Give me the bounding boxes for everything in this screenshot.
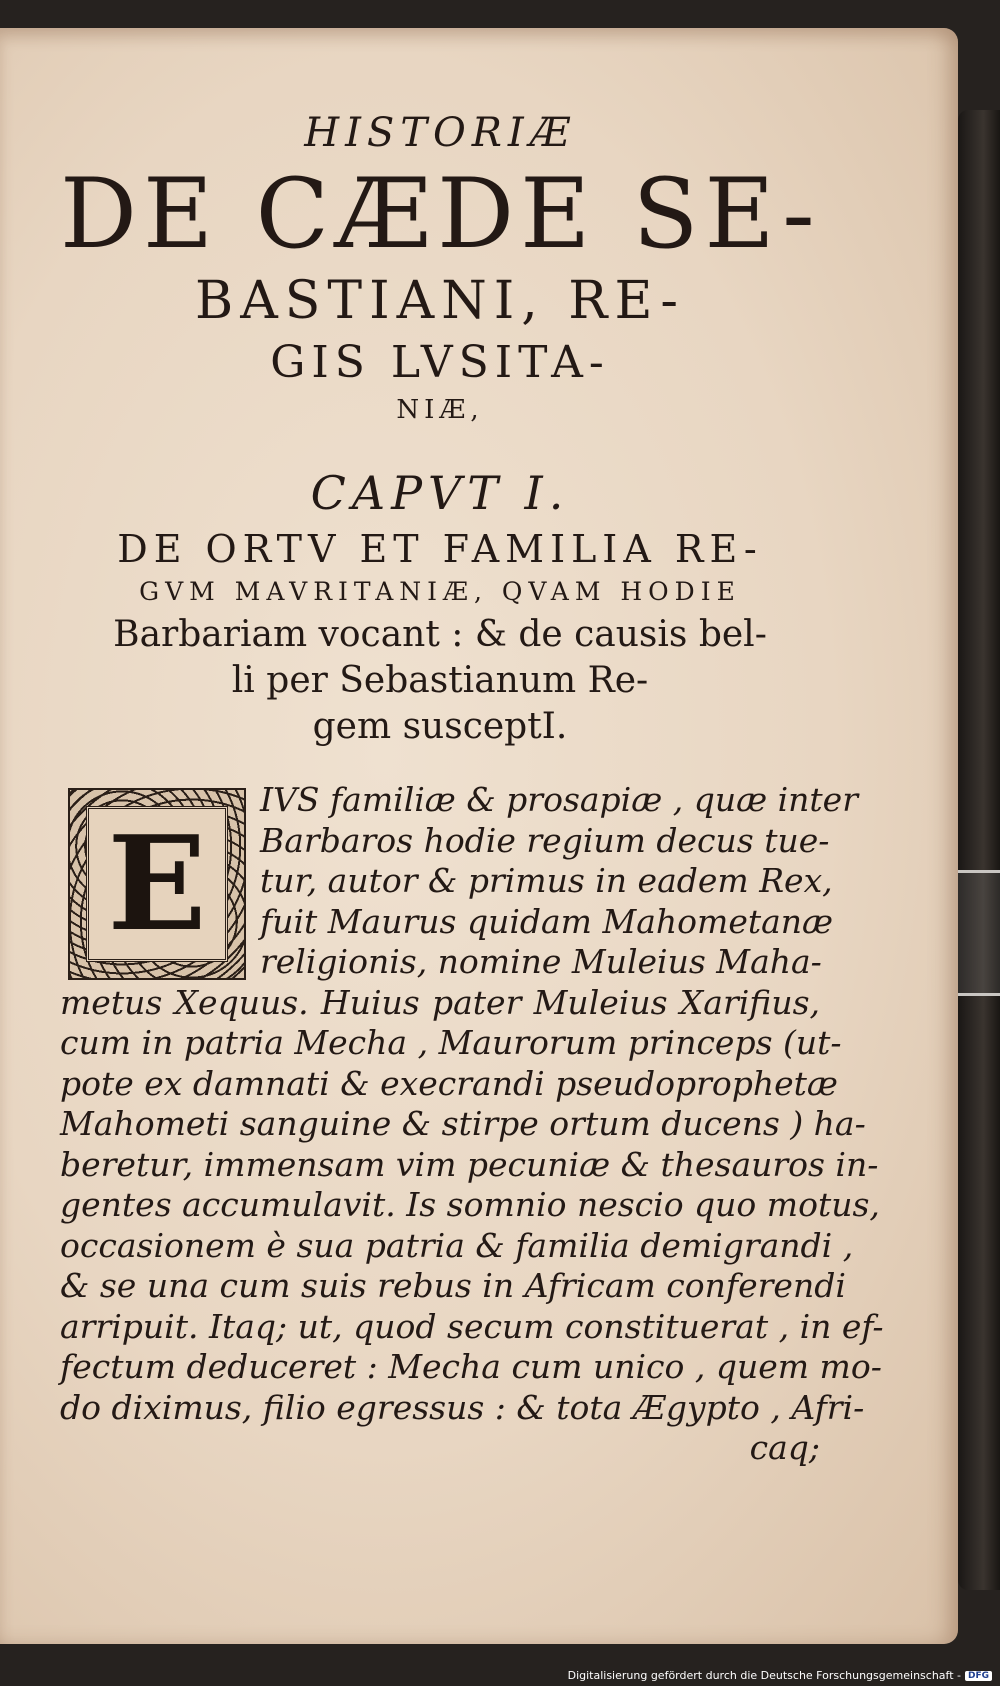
book-edge [958,110,1000,1590]
decorated-initial [68,788,246,980]
title-line-3: GIS LVSITA- [270,337,610,388]
footer-text: Digitalisierung gefördert durch die Deutsche Forschungsgemeinschaft - [567,1669,961,1682]
text-line: arripuit. Itaq; ut, quod secum constituerat , in ef- [60,1306,884,1346]
chapter-subtitle-line-5: gem susceptI. [312,706,568,747]
text-line: religionis, nomine Muleius Maha- [260,942,822,981]
initial-letter: E [86,806,227,962]
title-line-4: NIÆ, [396,395,484,425]
digitization-credit [568,1669,992,1682]
text-line: beretur, immensam vim pecuniæ & thesauros in- [60,1144,879,1184]
catchword: caq; [749,1428,820,1467]
book-page [0,28,958,1644]
text-line: pote ex damnati & execrandi pseudoprophetæ [60,1063,838,1103]
title-line-1: DE CÆDE SE- [60,158,821,270]
text-line: fectum deduceret : Mecha cum unico , quem mo- [60,1347,882,1386]
chapter-subtitle-line-2: GVM MAVRITANIÆ, QVAM HODIE [139,577,741,606]
text-line: IVS familiæ & prosapiæ , quæ inter [260,780,858,819]
text-line: occasionem è sua patria & familia demigrandi , [60,1225,854,1265]
text-line: gentes accumulavit. Is somnio nescio quo motus, [60,1185,880,1224]
text-line: cum in patria Mecha , Maurorum princeps (ut- [60,1023,842,1062]
text-line: do diximus, filio egressus : & tota Ægypto , Afri- [60,1387,865,1427]
dfg-logo: DFG [965,1671,992,1681]
body-text [60,780,884,1468]
chapter-subtitle-line-4: li per Sebastianum Re- [231,660,649,701]
page-content [60,88,884,1468]
text-line: metus Xequus. Huius pater Muleius Xarifius, [60,982,820,1022]
chapter-subtitle-line-1: DE ORTV ET FAMILIA RE- [117,527,763,571]
text-line: Mahometi sanguine & stirpe ortum ducens ) ha- [60,1104,866,1143]
text-line: & se una cum suis rebus in Africam conferendi [60,1266,846,1305]
running-head: HISTORIÆ [304,110,576,156]
title-line-2: BASTIANI, RE- [195,271,685,331]
chapter-subtitle-line-3: Barbariam vocant : & de causis bel- [113,614,767,655]
chapter-heading: CAPVT I. [310,466,570,520]
text-line: fuit Maurus quidam Mahometanæ [260,901,834,941]
text-line: Barbaros hodie regium decus tue- [260,820,830,860]
text-line: tur, autor & primus in eadem Rex, [260,861,833,900]
